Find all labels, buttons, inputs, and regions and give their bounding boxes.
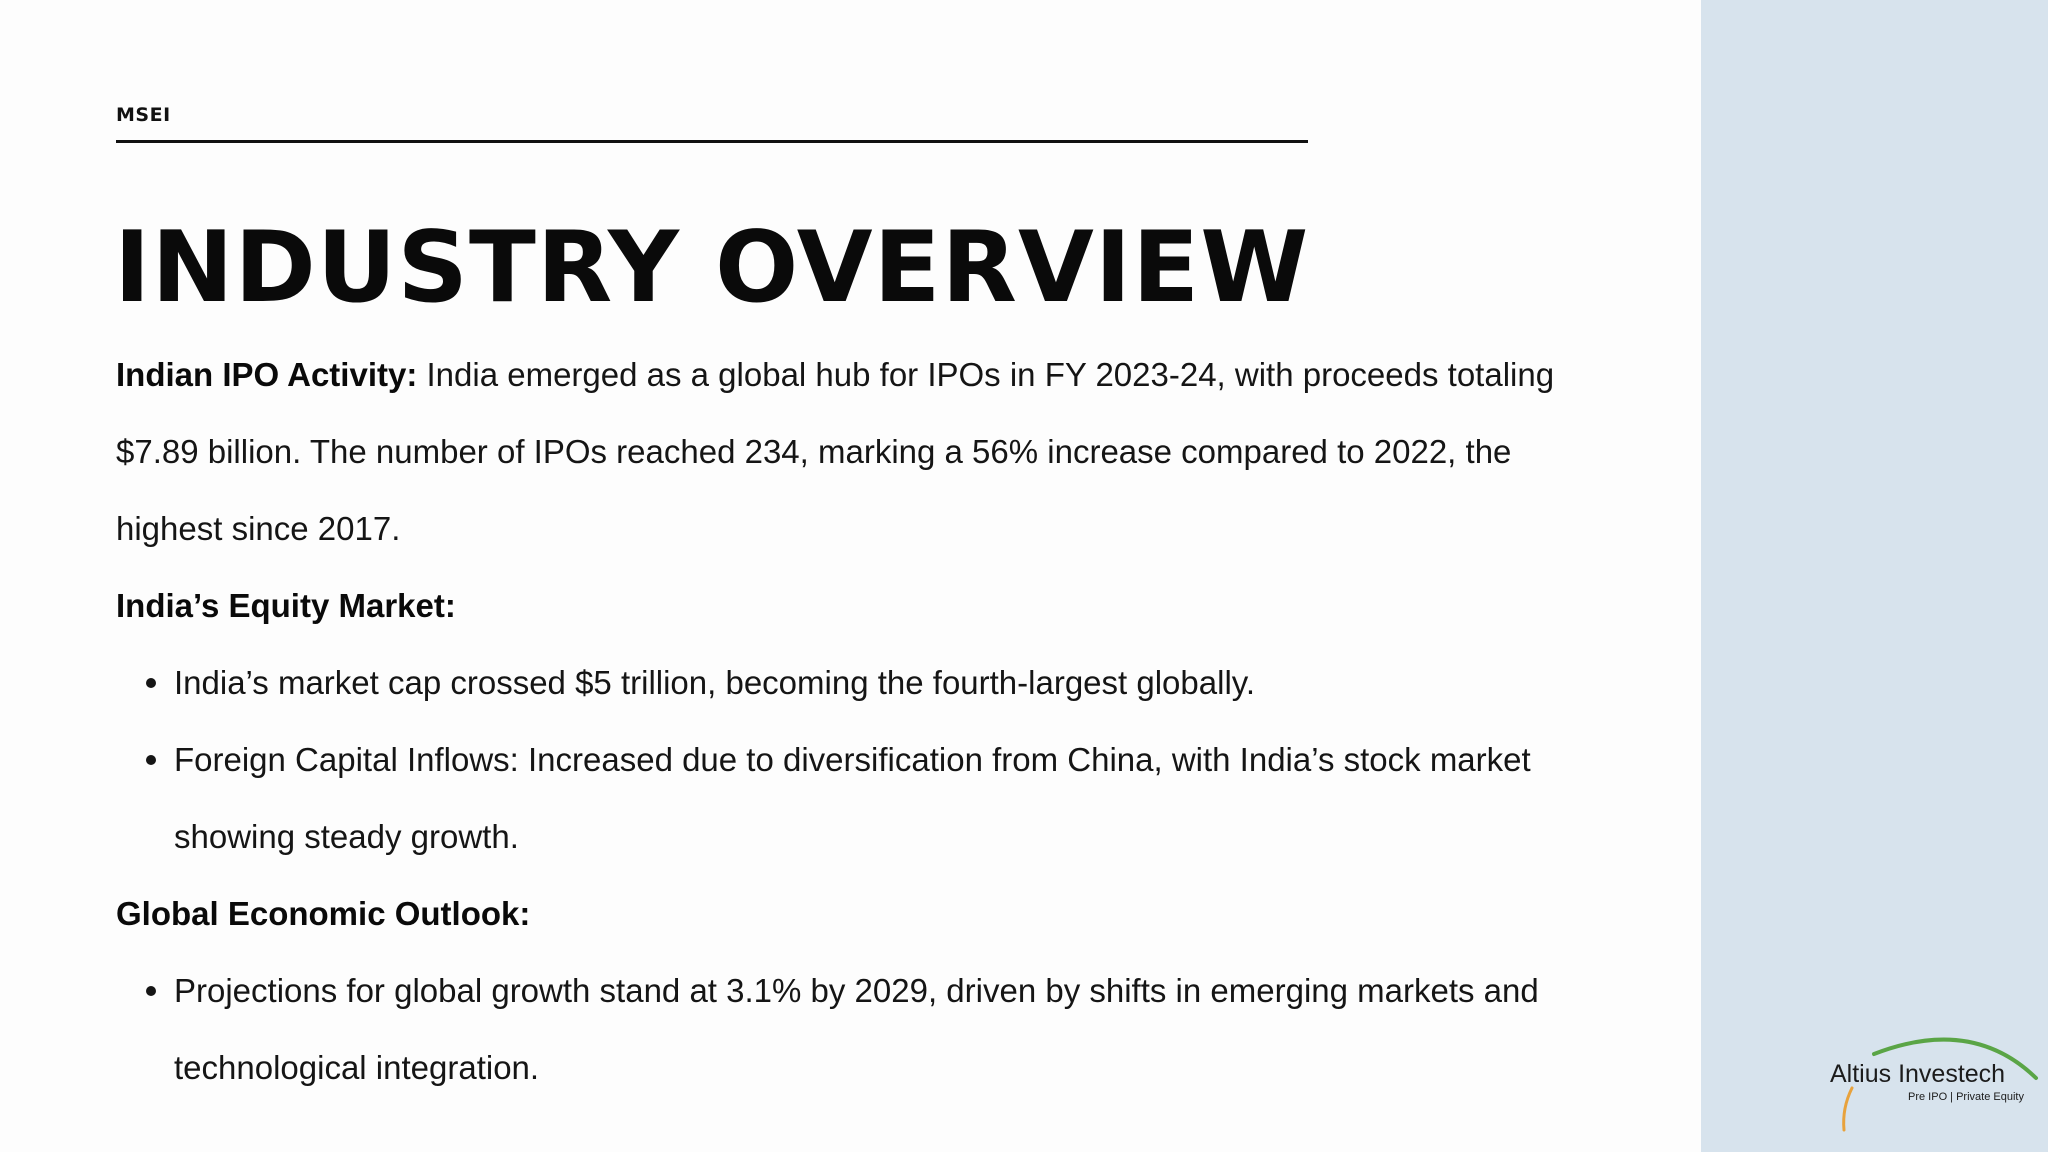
ipo-heading: Indian IPO Activity: — [116, 356, 418, 393]
ipo-text-line-1: India emerged as a global hub for IPOs in FY 2023-24, with proceeds totaling — [417, 356, 1555, 393]
logo-name: Altius Investech — [1830, 1060, 2006, 1088]
bullet-icon — [146, 678, 156, 688]
side-panel — [1701, 0, 2048, 1152]
outlook-list — [116, 952, 1676, 1106]
header-divider — [116, 140, 1308, 143]
company-logo — [1822, 1030, 2042, 1136]
equity-bullet-2-line-1: Foreign Capital Inflows: Increased due to diversification from China, with India’s stock market — [174, 741, 1531, 778]
ipo-text-line-3: highest since 2017. — [116, 510, 401, 547]
equity-heading: India’s Equity Market: — [116, 587, 456, 624]
equity-bullet-2-line-2: showing steady growth. — [174, 818, 519, 855]
outlook-bullet-1-line-1: Projections for global growth stand at 3.1% by 2029, driven by shifts in emerging markets and — [174, 972, 1539, 1009]
list-item — [116, 952, 1676, 1106]
outlook-bullet-1-line-2: technological integration. — [174, 1049, 540, 1086]
list-item — [116, 644, 1676, 721]
bullet-icon — [146, 986, 156, 996]
list-item — [116, 721, 1676, 875]
outlook-heading: Global Economic Outlook: — [116, 895, 531, 932]
ipo-text-line-2: $7.89 billion. The number of IPOs reached 234, marking a 56% increase compared to 2022, the — [116, 433, 1512, 470]
equity-list — [116, 644, 1676, 875]
content-body — [116, 336, 1676, 1106]
page-title: INDUSTRY OVERVIEW — [114, 211, 1310, 325]
logo-tagline: Pre IPO | Private Equity — [1908, 1091, 2024, 1103]
equity-bullet-1: India’s market cap crossed $5 trillion, becoming the fourth-largest globally. — [174, 664, 1255, 701]
ipo-paragraph — [116, 336, 1676, 413]
company-tag: MSEI — [116, 104, 171, 126]
bullet-icon — [146, 755, 156, 765]
